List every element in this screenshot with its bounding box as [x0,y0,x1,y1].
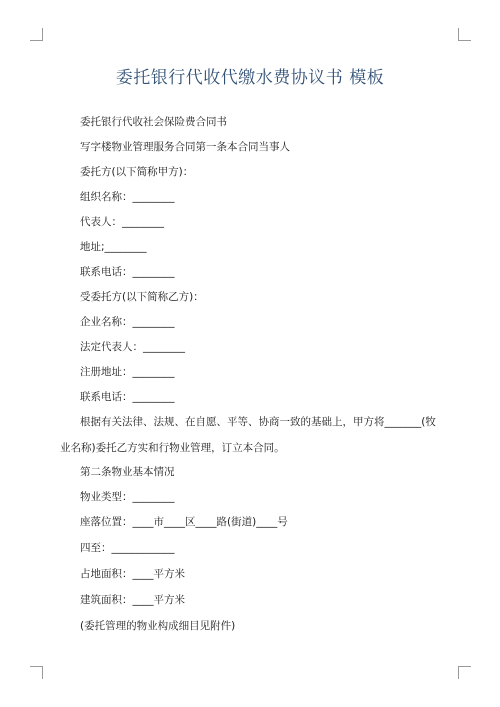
text-line: 委托银行代收社会保险费合同书 [80,116,227,128]
paragraph-text: 根据有关法律、法规、在自愿、平等、协商一致的基础上，甲方将_______(牧业名称)委托乙方实和行物业管理，订立本合同。 [60,416,436,454]
text-line: 建筑面积：____平方米 [80,594,185,606]
text-line: 联系电话：________ [80,266,175,278]
text-line: (委托管理的物业构成细目见附件) [80,620,236,632]
text-line: 企业名称：________ [80,316,175,328]
text-line: 法定代表人：________ [80,341,185,353]
text-line: 联系电话：________ [80,391,175,403]
document-title: 委托银行代收代缴水费协议书 模板 [115,68,385,88]
text-line: 注册地址：________ [80,366,175,378]
text-line: 组织名称：________ [80,191,175,203]
text-line: 代表人：________ [80,216,164,228]
text-line: 地址;________ [80,241,147,253]
section-heading: 第二条物业基本情况 [80,466,175,478]
text-line: 四至：____________ [80,542,175,554]
text-line: 物业类型：________ [80,491,175,503]
text-line: 座落位置：____市____区____路(街道)____号 [80,516,288,528]
text-line: 写字楼物业管理服务合同第一条本合同当事人 [80,141,290,153]
text-line: 占地面积：____平方米 [80,568,185,580]
text-line: 委托方(以下简称甲方)： [80,166,194,178]
text-line: 受委托方(以下简称乙方)： [80,291,204,303]
